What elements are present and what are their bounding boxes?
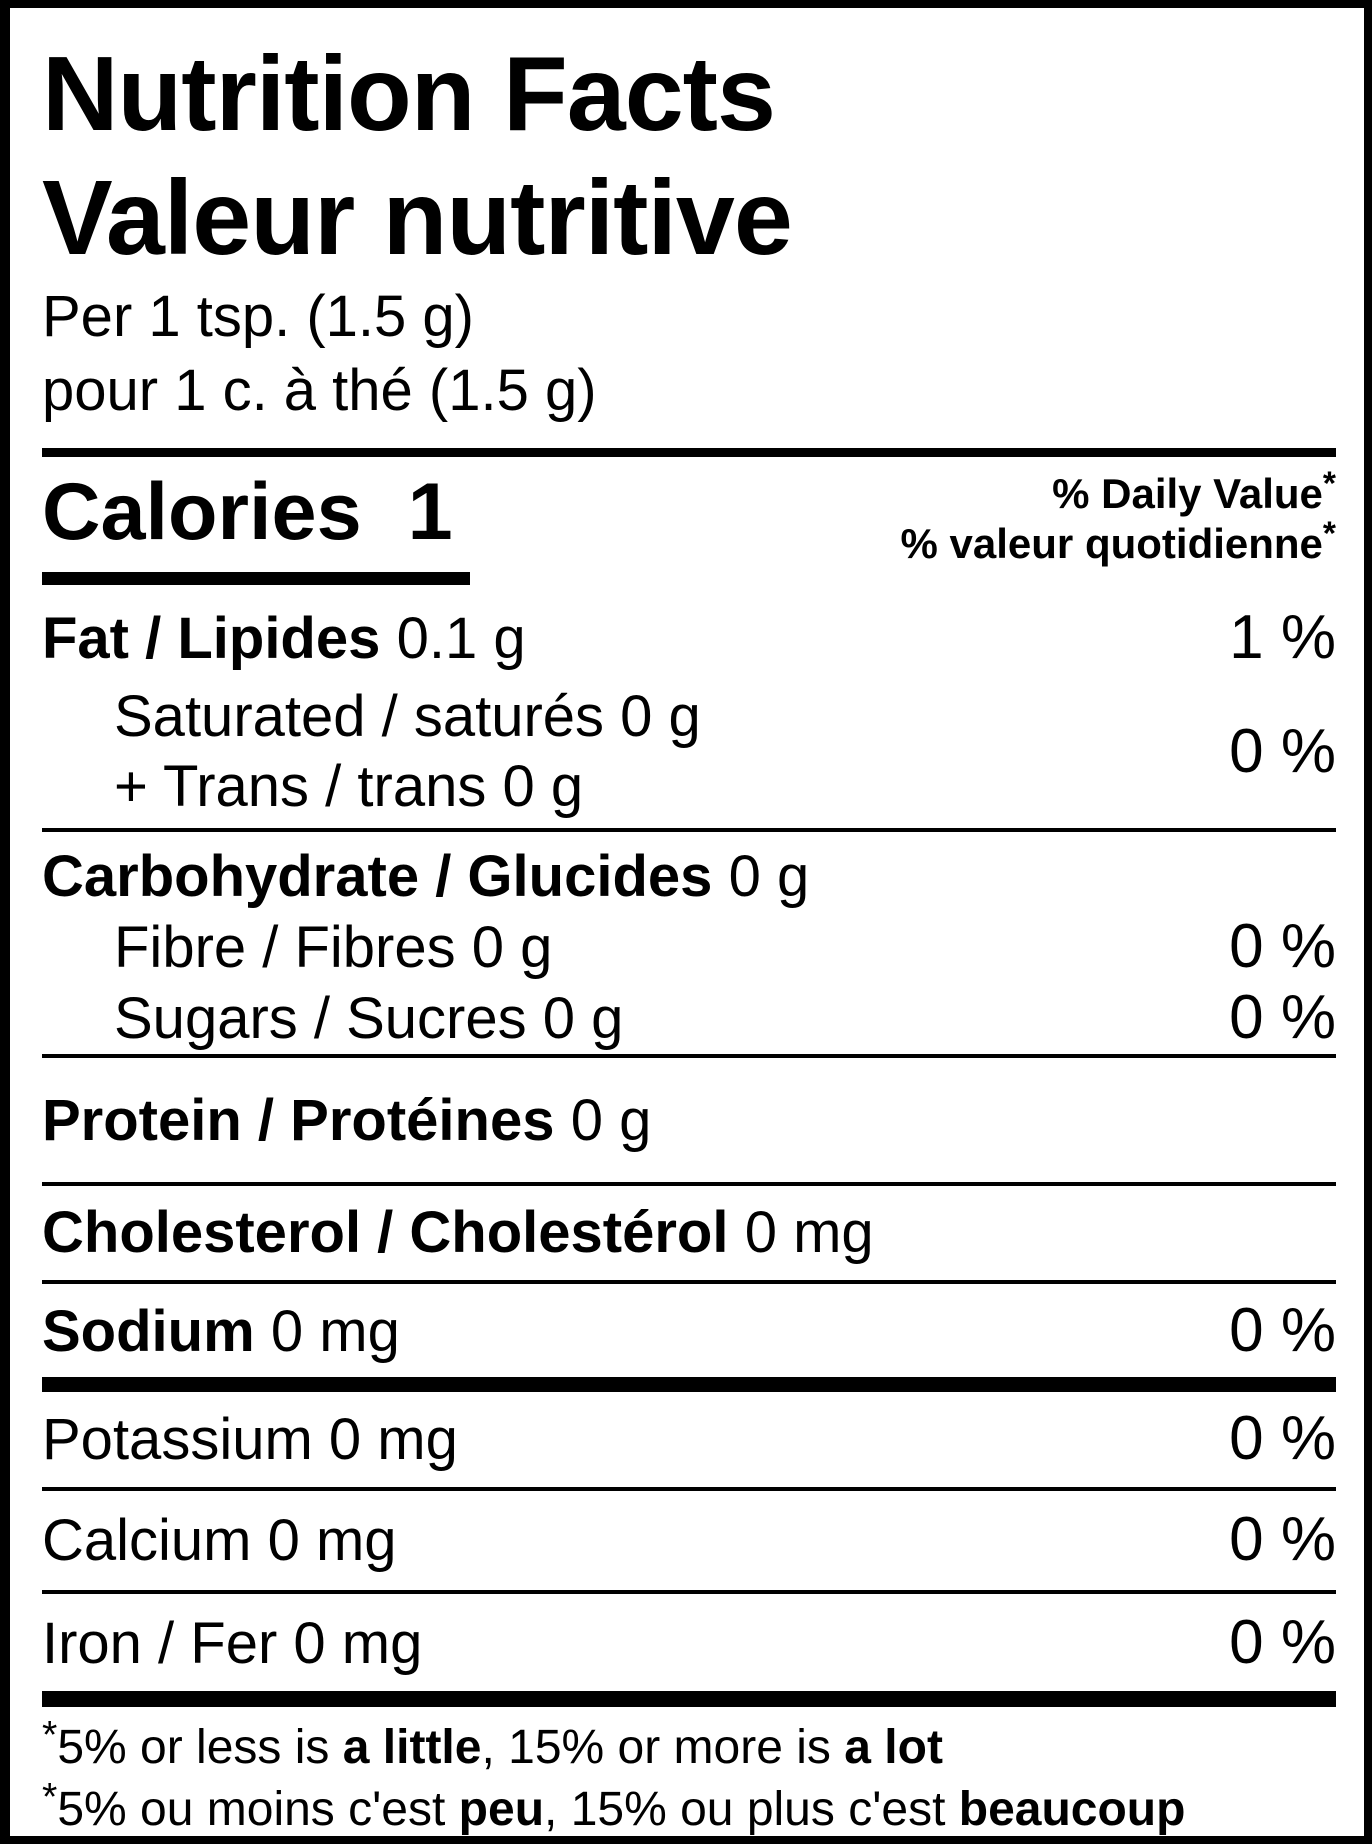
daily-value-header-french: % valeur quotidienne* (900, 515, 1336, 567)
footnote-asterisk-fr: * (42, 1775, 58, 1820)
row-sugars-dv: 0 % (1229, 983, 1336, 1052)
row-sugars-label: Sugars / Sucres 0 g (114, 986, 624, 1051)
row-fat-label: Fat / Lipides 0.1 g (42, 606, 526, 671)
row-protein-label: Protein / Protéines 0 g (42, 1088, 652, 1153)
calories-row (42, 465, 453, 559)
footnote-asterisk: * (42, 1713, 58, 1758)
row-potassium (42, 1392, 1336, 1487)
row-potassium-label: Potassium 0 mg (42, 1407, 458, 1472)
calories-label: Calories (42, 467, 362, 557)
daily-value-header-english: % Daily Value* (1052, 465, 1336, 517)
row-iron (42, 1594, 1336, 1691)
row-iron-label: Iron / Fer 0 mg (42, 1611, 423, 1676)
row-carbohydrate (42, 832, 1336, 912)
saturated-trans-labels (42, 682, 701, 822)
title-english: Nutrition Facts (42, 35, 775, 153)
daily-value-asterisk: * (1322, 465, 1336, 503)
row-cholesterol (42, 1186, 1336, 1280)
saturated-label: Saturated / saturés 0 g (114, 684, 701, 749)
row-saturated-trans (42, 674, 1336, 828)
daily-value-header (900, 465, 1336, 569)
row-sugars (42, 983, 1336, 1054)
row-calcium (42, 1491, 1336, 1590)
footnote-english: *5% or less is a little, 15% or more is a lot (42, 1713, 943, 1774)
row-calcium-dv: 0 % (1229, 1505, 1336, 1574)
row-potassium-dv: 0 % (1229, 1404, 1336, 1473)
row-sodium (42, 1284, 1336, 1377)
row-fat-dv: 1 % (1229, 603, 1336, 672)
calories-underline (42, 572, 470, 585)
row-fibre-label: Fibre / Fibres 0 g (114, 915, 553, 980)
footnote-french: *5% ou moins c'est peu, 15% ou plus c'est beaucoup (42, 1775, 1186, 1836)
thick-divider-below-sodium (42, 1377, 1336, 1392)
saturated-trans-dv: 0 % (1229, 717, 1336, 786)
row-fat (42, 585, 1336, 674)
row-calcium-label: Calcium 0 mg (42, 1508, 397, 1573)
trans-label: + Trans / trans 0 g (114, 754, 584, 819)
calories-section (42, 465, 1336, 585)
thick-divider-above-footnotes (42, 1691, 1336, 1707)
serving-size-french: pour 1 c. à thé (1.5 g) (42, 358, 597, 423)
row-carbohydrate-label: Carbohydrate / Glucides 0 g (42, 844, 810, 909)
row-sodium-dv: 0 % (1229, 1296, 1336, 1365)
row-iron-dv: 0 % (1229, 1608, 1336, 1677)
title-french: Valeur nutritive (42, 159, 792, 277)
calories-value: 1 (407, 467, 453, 557)
nutrient-rows (42, 585, 1336, 1707)
row-cholesterol-label: Cholesterol / Cholestérol 0 mg (42, 1200, 874, 1265)
row-protein (42, 1058, 1336, 1182)
serving-size-english: Per 1 tsp. (1.5 g) (42, 284, 474, 349)
row-sodium-label: Sodium 0 mg (42, 1299, 400, 1364)
daily-value-asterisk-fr: * (1322, 515, 1336, 553)
thick-divider-top (42, 448, 1336, 457)
row-fibre-dv: 0 % (1229, 912, 1336, 981)
row-fibre (42, 912, 1336, 983)
